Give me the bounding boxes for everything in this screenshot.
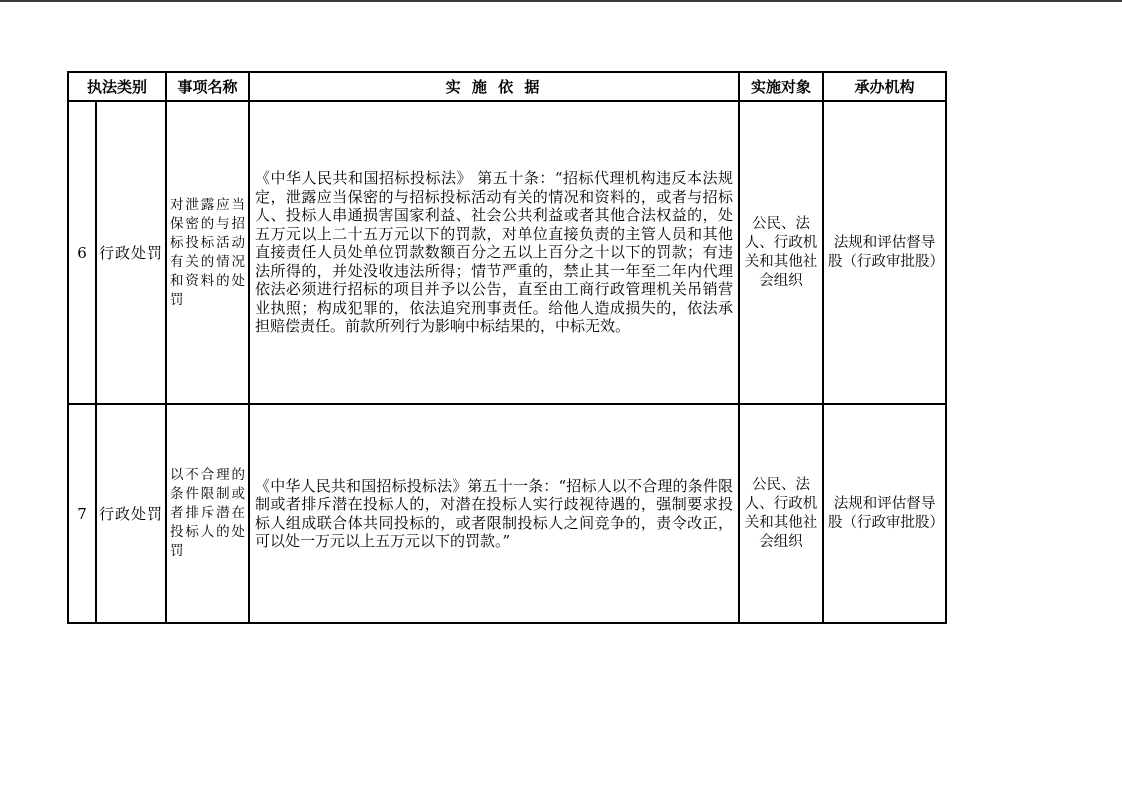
- header-implementation-target: 实施对象: [739, 72, 823, 101]
- header-enforcement-category: 执法类别: [68, 72, 166, 101]
- implementation-basis-cell: 《中华人民共和国招标投标法》 第五十条：“招标代理机构违反本法规定，泄露应当保密的与招标投标活动有关的情况和资料的，或者与招标人、投标人串通损害国家利益、社会公共利益或者其他合法权益的，处五万元以上二十五万元以下的罚款，对单位直接负责的主管人员和其他直接责任人员处单位罚款数额百分之五以上百分之十以下的罚款；有违法所得的，并处没收违法所得；情节严重的，禁止其一年至二年内代理依法必须进行招标的项目并予以公告，直至由工商行政管理机关吊销营业执照；构成犯罪的，依法追究刑事责任。给他人造成损失的，依法承担赔偿责任。前款所列行为影响中标结果的，中标无效。: [249, 101, 739, 404]
- implementation-basis-cell: 《中华人民共和国招标投标法》第五十一条：“招标人以不合理的条件限制或者排斥潜在投标人的，对潜在投标人实行歧视待遇的，强制要求投标人组成联合体共同投标的，或者限制投标人之间竞争的，责令改正，可以处一万元以上五万元以下的罚款。”: [249, 404, 739, 623]
- item-name-cell: 对泄露应当保密的与招标投标活动有关的情况和资料的处罚: [166, 101, 249, 404]
- implementation-target-cell: 公民、法人、行政机关和其他社会组织: [739, 101, 823, 404]
- implementation-target-cell: 公民、法人、行政机关和其他社会组织: [739, 404, 823, 623]
- header-undertaking-agency: 承办机构: [823, 72, 946, 101]
- screen-top-edge-line: [0, 0, 1122, 2]
- undertaking-agency-cell: 法规和评估督导股（行政审批股）: [823, 101, 946, 404]
- enforcement-items-table: [67, 71, 947, 624]
- item-name-cell: 以不合理的条件限制或者排斥潜在投标人的处罚: [166, 404, 249, 623]
- header-implementation-basis: 实 施 依 据: [249, 72, 739, 101]
- enforcement-category-cell: 行政处罚: [96, 404, 166, 623]
- table-row: [68, 101, 946, 404]
- row-number-cell: 7: [68, 404, 96, 623]
- undertaking-agency-cell: 法规和评估督导股（行政审批股）: [823, 404, 946, 623]
- table-header-row: [68, 72, 946, 101]
- row-number-cell: 6: [68, 101, 96, 404]
- table-row: [68, 404, 946, 623]
- enforcement-category-cell: 行政处罚: [96, 101, 166, 404]
- header-item-name: 事项名称: [166, 72, 249, 101]
